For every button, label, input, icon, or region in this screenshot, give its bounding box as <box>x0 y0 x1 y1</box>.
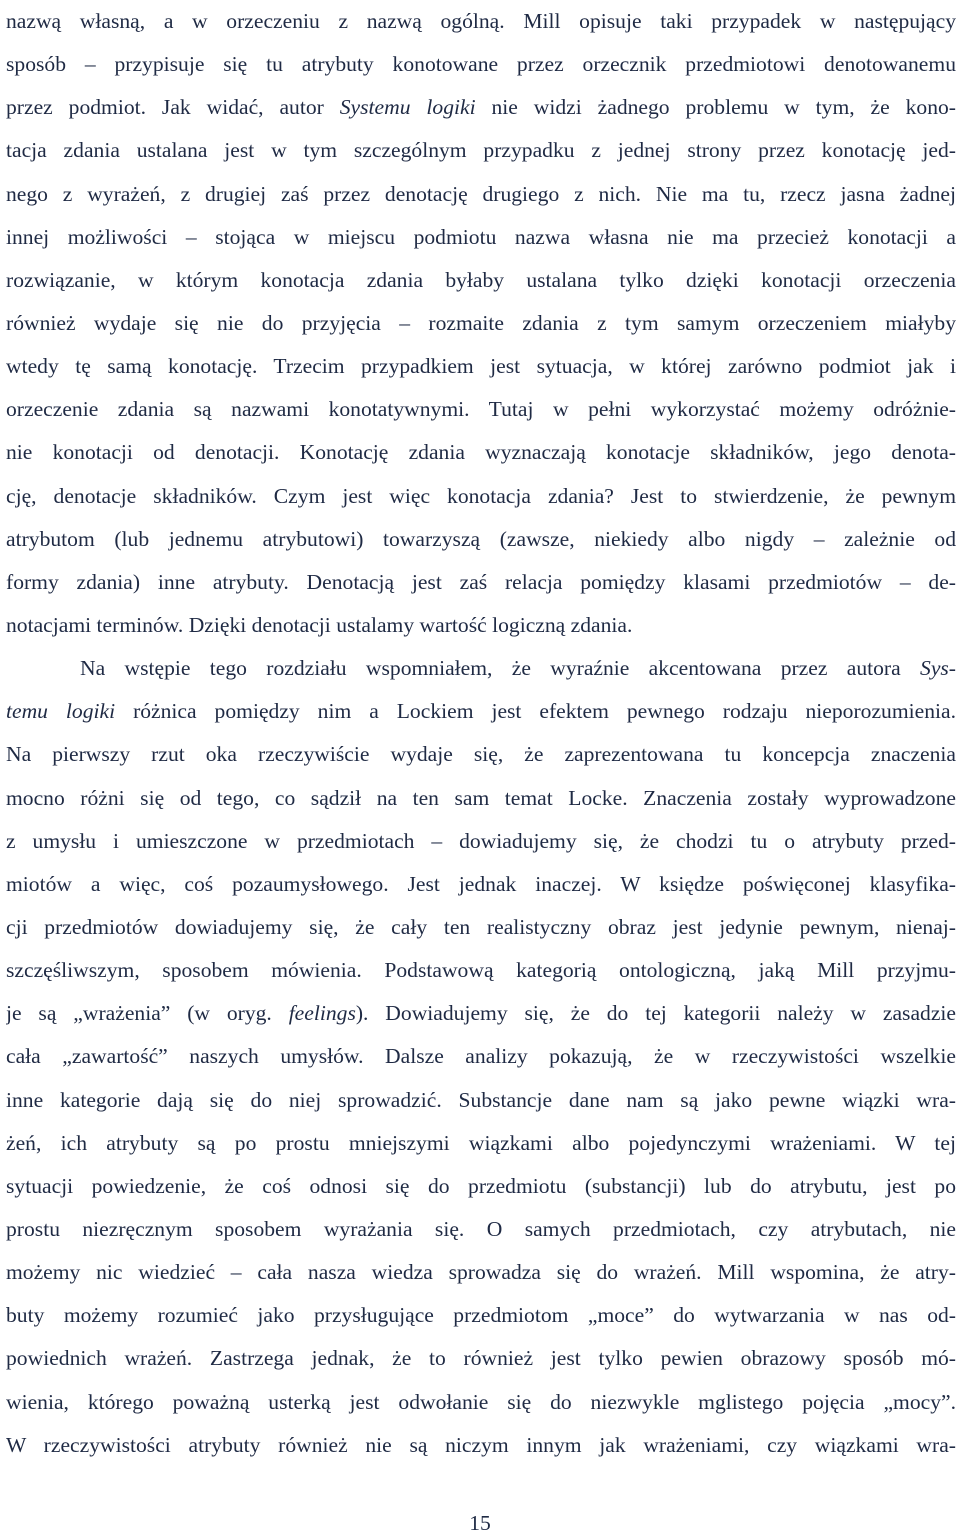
italic-title: temu logiki <box>6 699 116 724</box>
text-line: inne kategorie dają się do niej sprowadzić. Substancje dane nam są jako pewne wiązki wra- <box>6 1087 956 1112</box>
text-line: prostu niezręcznym sposobem wyrażania się. O samych przedmiotach, czy atrybutach, nie <box>6 1216 956 1241</box>
text-line: W rzeczywistości atrybuty również nie są niczym innym jak wrażeniami, czy wiązkami wra- <box>6 1432 956 1457</box>
text-line: możemy nic wiedzieć – cała nasza wiedza sprowadza się do wrażeń. Mill wspomina, że atry- <box>6 1260 956 1285</box>
text-line: cała „zawartość” naszych umysłów. Dalsze analizy pokazują, że w rzeczywistości wszelkie <box>6 1044 956 1069</box>
text-line: Na pierwszy rzut oka rzeczywiście wydaje się, że zaprezentowana tu koncepcja znaczenia <box>6 742 956 767</box>
text-line: wienia, którego poważną usterką jest odwołanie się do niezwykle mglistego pojęcia „mocy”. <box>6 1389 956 1414</box>
italic-title: feelings <box>288 1001 356 1026</box>
text-line: nego z wyrażeń, z drugiej zaś przez denotację drugiego z nich. Nie ma tu, rzecz jasna żadnej <box>6 181 956 206</box>
body-text <box>6 0 956 1467</box>
text-line: cji przedmiotów dowiadujemy się, że cały ten realistyczny obraz jest jedynie pewnym, nienaj- <box>6 914 956 939</box>
text-line: żeń, ich atrybuty są po prostu mniejszymi wiązkami albo pojedynczymi wrażeniami. W tej <box>6 1130 956 1155</box>
text-line: temu logiki różnica pomiędzy nim a Lockiem jest efektem pewnego rodzaju nieporozumienia. <box>6 699 956 724</box>
text-line: Na wstępie tego rozdziału wspomniałem, że wyraźnie akcentowana przez autora Sys- <box>80 656 956 681</box>
text-line: buty możemy rozumieć jako przysługujące przedmiotom „moce” do wytwarzania w nas od- <box>6 1303 956 1328</box>
text-line: je są „wrażenia” (w oryg. feelings). Dowiadujemy się, że do tej kategorii należy w zasadzie <box>6 1001 956 1026</box>
italic-title: Sys- <box>920 656 956 681</box>
text-line: notacjami terminów. Dzięki denotacji ustalamy wartość logiczną zdania. <box>6 612 633 637</box>
text-line: wtedy tę samą konotację. Trzecim przypadkiem jest sytuacja, w której zarówno podmiot jak i <box>6 354 956 379</box>
text-line: przez podmiot. Jak widać, autor Systemu logiki nie widzi żadnego problemu w tym, że kono- <box>6 95 956 120</box>
text-line: szczęśliwszym, sposobem mówienia. Podstawową kategorią ontologiczną, jaką Mill przyjmu- <box>6 958 956 983</box>
text-line: powiednich wrażeń. Zastrzega jednak, że to również jest tylko pewien obrazowy sposób mó- <box>6 1346 956 1371</box>
text-line: miotów a więc, coś pozaumysłowego. Jest jednak inaczej. W księdze poświęconej klasyfika- <box>6 871 956 896</box>
text-line: mocno różni się od tego, co sądził na ten sam temat Locke. Znaczenia zostały wyprowadzone <box>6 785 956 810</box>
text-line: również wydaje się nie do przyjęcia – rozmaite zdania z tym samym orzeczeniem miałyby <box>6 310 956 335</box>
text-line: cję, denotacje składników. Czym jest więc konotacja zdania? Jest to stwierdzenie, że pewnym <box>6 483 956 508</box>
text-line: z umysłu i umieszczone w przedmiotach – dowiadujemy się, że chodzi tu o atrybuty przed- <box>6 828 956 853</box>
text-line: rozwiązanie, w którym konotacja zdania byłaby ustalana tylko dzięki konotacji orzeczenia <box>6 267 956 292</box>
text-line: innej możliwości – stojąca w miejscu podmiotu nazwa własna nie ma przecież konotacji a <box>6 224 956 249</box>
text-line: sposób – przypisuje się tu atrybuty konotowane przez orzecznik przedmiotowi denotowanemu <box>6 52 956 77</box>
text-line: atrybutom (lub jednemu atrybutowi) towarzyszą (zawsze, niekiedy albo nigdy – zależnie od <box>6 526 956 551</box>
page-number: 15 <box>469 1511 491 1535</box>
text-line: sytuacji powiedzenie, że coś odnosi się do przedmiotu (substancji) lub do atrybutu, jest po <box>6 1173 956 1198</box>
text-line: formy zdania) inne atrybuty. Denotacją jest zaś relacja pomiędzy klasami przedmiotów – de- <box>6 569 956 594</box>
text-line: nazwą własną, a w orzeczeniu z nazwą ogólną. Mill opisuje taki przypadek w następujący <box>6 9 956 33</box>
text-line: tacja zdania ustalana jest w tym szczególnym przypadku z jednej strony przez konotację jed- <box>6 138 956 163</box>
text-line: nie konotacji od denotacji. Konotację zdania wyznaczają konotacje składników, jego denota- <box>6 440 956 465</box>
text-line: orzeczenie zdania są nazwami konotatywnymi. Tutaj w pełni wykorzystać możemy odróżnie- <box>6 397 956 422</box>
italic-title: Systemu logiki <box>339 95 476 120</box>
